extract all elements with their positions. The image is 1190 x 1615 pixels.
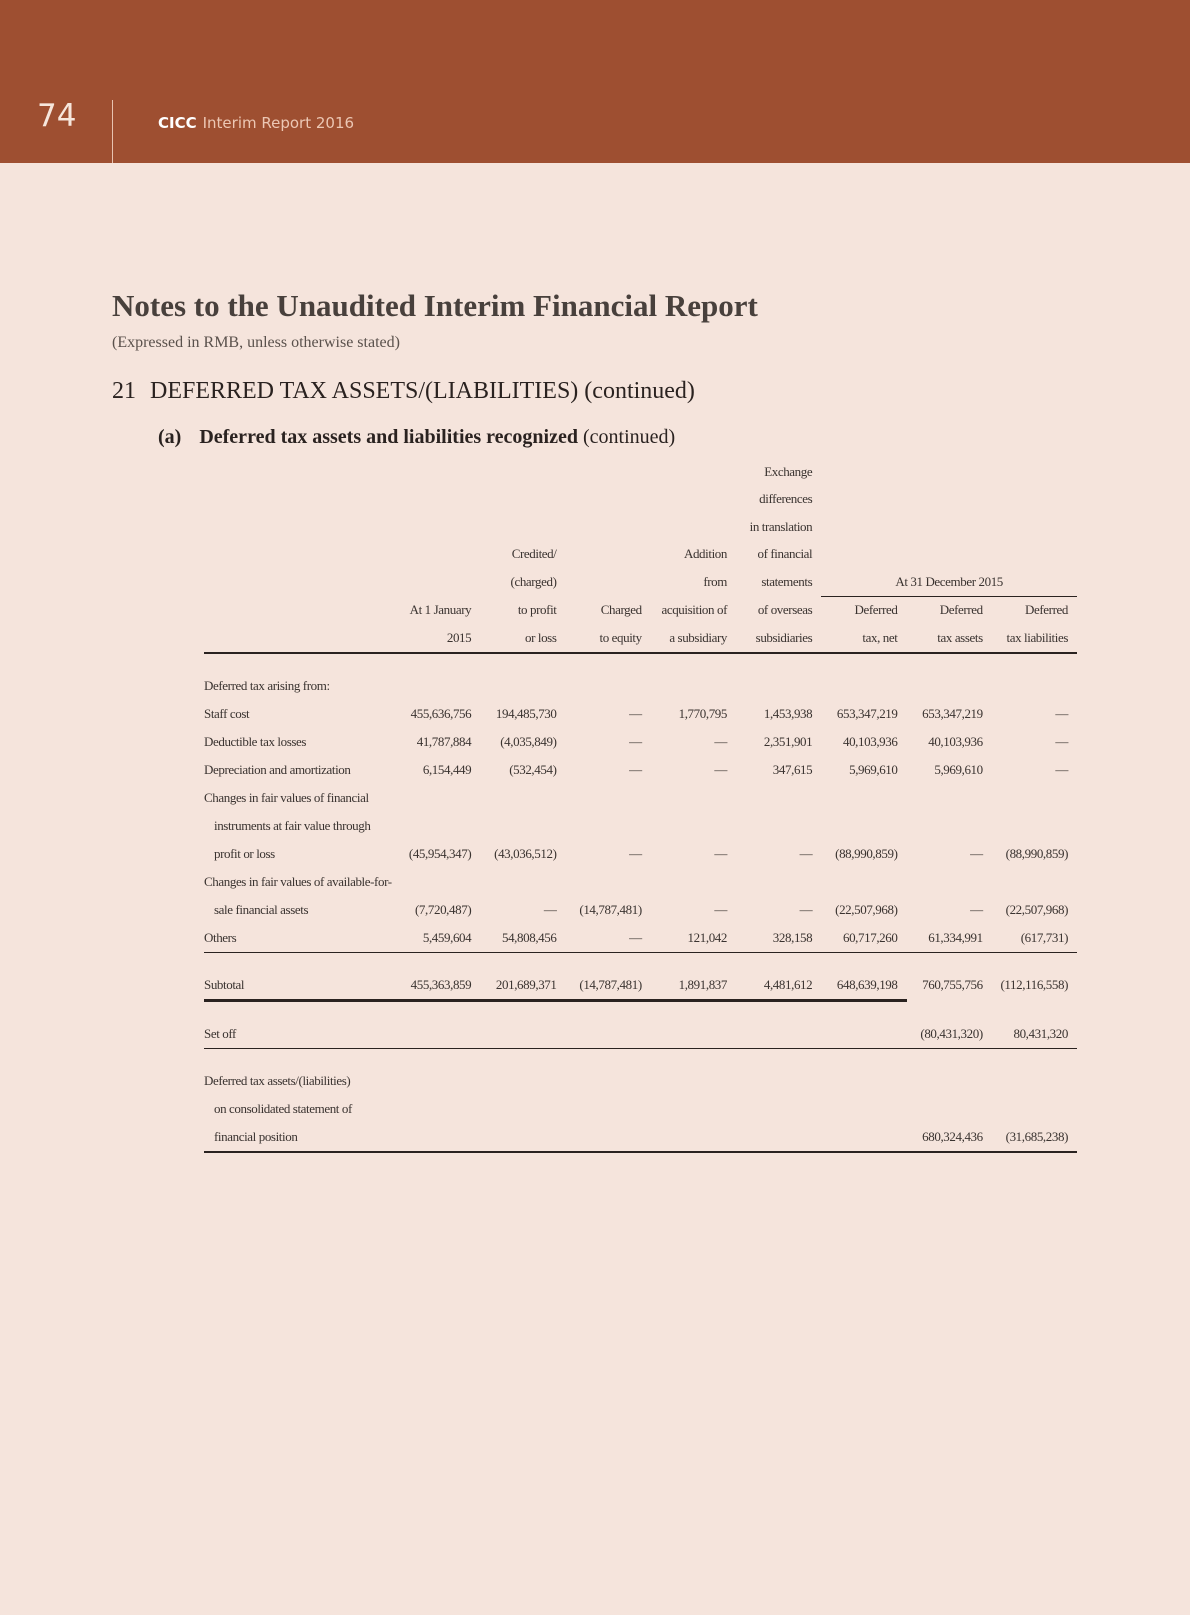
header-cell: [204, 541, 395, 569]
row-label: Changes in fair values of financial: [204, 789, 369, 805]
column-header: a subsidiary: [651, 624, 736, 653]
column-header: [821, 458, 906, 486]
table-row: [204, 896, 1077, 924]
column-header: to equity: [566, 624, 651, 653]
page-title: Notes to the Unaudited Interim Financial Report: [112, 288, 758, 323]
header-divider: [112, 100, 113, 163]
value-cell: [651, 784, 736, 812]
row-label: sale financial assets: [214, 901, 309, 917]
value-cell: [566, 1067, 651, 1095]
column-header: Charged: [600, 602, 642, 617]
column-header: subsidiaries: [736, 624, 821, 653]
value-cell: [566, 1020, 651, 1049]
row-label: Changes in fair values of available-for-: [204, 873, 392, 889]
value-cell: [395, 784, 480, 812]
column-header: [395, 513, 480, 541]
column-header: [907, 486, 992, 514]
subsection-letter: (a): [158, 426, 182, 448]
value-cell: (14,787,481): [579, 901, 642, 917]
value-cell: 5,969,610: [934, 761, 983, 777]
column-header: Deferred: [939, 602, 983, 618]
value-cell: 5,969,610: [849, 761, 898, 777]
value-cell: —: [970, 901, 983, 917]
deferred-tax-table: [204, 458, 1077, 1153]
column-header: Addition: [683, 546, 727, 562]
value-cell: 121,042: [651, 924, 736, 953]
table-row: [204, 784, 1077, 812]
value-cell: —: [1055, 705, 1068, 721]
value-cell: [821, 1095, 906, 1123]
value-cell: [480, 812, 565, 840]
value-cell: [907, 868, 992, 896]
value-cell: [992, 1067, 1077, 1095]
section-label-row: [204, 672, 1077, 700]
value-cell: [736, 784, 821, 812]
spacer: [204, 1048, 1077, 1067]
column-header: [566, 486, 651, 514]
subsection-title: Deferred tax assets and liabilities recognized: [199, 426, 578, 448]
value-cell: [651, 1095, 736, 1123]
value-cell: (88,990,859): [1005, 845, 1068, 861]
value-cell: —: [714, 733, 727, 749]
value-cell: —: [799, 845, 813, 861]
value-cell: [907, 812, 992, 840]
value-cell: [480, 1095, 565, 1123]
row-label: Deferred tax assets/(liabilities): [204, 1072, 351, 1088]
column-header: [821, 541, 906, 569]
header-cell: [204, 458, 395, 486]
column-header: of financial: [757, 546, 813, 562]
group-header: At 31 December 2015: [821, 568, 1077, 596]
value-cell: (31,685,238): [992, 1123, 1077, 1152]
table-row: [204, 728, 1077, 756]
section-number: 21: [112, 378, 136, 404]
value-cell: 4,481,612: [736, 971, 821, 1001]
value-cell: [566, 812, 651, 840]
value-cell: [907, 784, 992, 812]
row-label: on consolidated statement of: [214, 1100, 352, 1116]
report-brand: [158, 114, 354, 132]
value-cell: —: [714, 761, 727, 777]
column-header: [651, 486, 736, 514]
value-cell: [736, 1020, 821, 1049]
table-row: [204, 924, 1077, 953]
value-cell: [480, 1123, 565, 1152]
header-cell: [204, 596, 395, 624]
row-label: Deductible tax losses: [204, 733, 307, 749]
value-cell: [395, 1095, 480, 1123]
column-header: [992, 486, 1077, 514]
value-cell: —: [714, 845, 727, 861]
value-cell: 2,351,901: [763, 733, 813, 749]
value-cell: [480, 1067, 565, 1095]
row-label: profit or loss: [214, 845, 275, 861]
column-header: [907, 541, 992, 569]
value-cell: [821, 1123, 906, 1152]
column-header: [480, 486, 565, 514]
set-off-row: [204, 1020, 1077, 1049]
header-row: [204, 513, 1077, 541]
row-label: instruments at fair value through: [214, 817, 371, 833]
header-row: [204, 486, 1077, 514]
value-cell: 40,103,936: [928, 733, 983, 749]
spacer-row: [204, 952, 1077, 971]
column-header: Deferred: [854, 602, 898, 618]
column-header: [651, 458, 736, 486]
value-cell: [821, 812, 906, 840]
row-label: Subtotal: [204, 971, 395, 1001]
value-cell: [395, 1123, 480, 1152]
column-header: (charged): [510, 574, 557, 589]
value-cell: 6,154,449: [422, 761, 472, 777]
brand-name: CICC: [158, 114, 197, 132]
column-header: [566, 541, 651, 569]
value-cell: —: [799, 901, 813, 917]
column-header: [480, 458, 565, 486]
value-cell: 60,717,260: [821, 924, 906, 953]
value-cell: (617,731): [992, 924, 1077, 953]
row-label: Others: [204, 924, 395, 953]
column-header: tax liabilities: [992, 624, 1077, 653]
column-header: differences: [759, 491, 813, 507]
row-label: Set off: [204, 1020, 395, 1049]
value-cell: [480, 1020, 565, 1049]
final-row: [204, 1123, 1077, 1152]
value-cell: [651, 812, 736, 840]
value-cell: —: [629, 733, 642, 749]
column-header: Exchange: [764, 463, 813, 479]
column-header: [821, 513, 906, 541]
value-cell: 347,615: [772, 761, 813, 777]
header-band: [0, 0, 1190, 163]
header-row: [204, 458, 1077, 486]
spacer-row: [204, 1048, 1077, 1067]
column-header: [395, 568, 480, 596]
row-label: Depreciation and amortization: [204, 761, 351, 777]
value-cell: [395, 1067, 480, 1095]
column-header: 2015: [395, 624, 480, 653]
value-cell: 194,485,730: [495, 705, 557, 721]
page-subtitle: (Expressed in RMB, unless otherwise stated): [112, 334, 400, 351]
column-header: [907, 513, 992, 541]
column-header: tax assets: [907, 624, 992, 653]
column-header: or loss: [480, 624, 565, 653]
column-header: [395, 541, 480, 569]
value-cell: 653,347,219: [922, 705, 983, 721]
column-header: in translation: [749, 518, 813, 534]
value-cell: (88,990,859): [835, 845, 898, 861]
column-header: [992, 458, 1077, 486]
row-label: financial position: [204, 1123, 395, 1152]
value-cell: 201,689,371: [480, 971, 565, 1001]
value-cell: (22,507,968): [835, 901, 898, 917]
column-header: Deferred: [1025, 602, 1068, 618]
spacer-row: [204, 653, 1077, 672]
header-cell: [204, 513, 395, 541]
value-cell: [821, 784, 906, 812]
column-header: acquisition of: [661, 602, 727, 617]
value-cell: [395, 812, 480, 840]
value-cell: [821, 1020, 906, 1049]
value-cell: [992, 812, 1077, 840]
column-header: [480, 513, 565, 541]
value-cell: [651, 868, 736, 896]
value-cell: 1,453,938: [763, 705, 813, 721]
column-header: tax, net: [821, 624, 906, 653]
value-cell: [907, 1067, 992, 1095]
column-header: to profit: [517, 602, 557, 617]
value-cell: [566, 1123, 651, 1152]
final-row: [204, 1095, 1077, 1123]
value-cell: [480, 868, 565, 896]
header-row: [204, 541, 1077, 569]
header-row: [204, 568, 1077, 596]
column-header: [395, 458, 480, 486]
spacer-row: [204, 1000, 1077, 1020]
column-header: [566, 458, 651, 486]
value-cell: 40,103,936: [842, 733, 898, 749]
value-cell: [736, 1123, 821, 1152]
value-cell: 653,347,219: [836, 705, 898, 721]
column-header: of overseas: [757, 602, 813, 617]
column-header: [395, 486, 480, 514]
value-cell: [992, 1095, 1077, 1123]
value-cell: (14,787,481): [566, 971, 651, 1001]
header-row: [204, 596, 1077, 624]
spacer: [204, 653, 1077, 672]
value-cell: 680,324,436: [907, 1123, 992, 1152]
table-row: [204, 700, 1077, 728]
header-cell: [204, 568, 395, 596]
table-row: [204, 756, 1077, 784]
column-header: [651, 513, 736, 541]
value-cell: (22,507,968): [1005, 901, 1068, 917]
value-cell: [566, 784, 651, 812]
value-cell: 648,639,198: [821, 971, 906, 1001]
value-cell: [736, 868, 821, 896]
value-cell: [907, 1095, 992, 1123]
value-cell: 455,363,859: [395, 971, 480, 1001]
column-header: [821, 486, 906, 514]
value-cell: [651, 1123, 736, 1152]
value-cell: 5,459,604: [395, 924, 480, 953]
value-cell: —: [629, 761, 642, 777]
value-cell: (43,036,512): [494, 845, 557, 861]
subtotal-row: [204, 971, 1077, 1001]
value-cell: (532,454): [509, 761, 557, 777]
value-cell: 54,808,456: [480, 924, 565, 953]
value-cell: [566, 868, 651, 896]
report-name: Interim Report 2016: [202, 114, 355, 132]
column-header: [566, 513, 651, 541]
value-cell: [992, 784, 1077, 812]
value-cell: 61,334,991: [907, 924, 992, 953]
section-title: DEFERRED TAX ASSETS/(LIABILITIES) (continued): [150, 378, 695, 404]
value-cell: —: [714, 901, 727, 917]
value-cell: —: [629, 705, 642, 721]
table-row: [204, 840, 1077, 868]
value-cell: [992, 868, 1077, 896]
value-cell: [736, 1095, 821, 1123]
value-cell: —: [1055, 733, 1068, 749]
section-heading: [112, 378, 695, 405]
value-cell: 1,891,837: [651, 971, 736, 1001]
column-header: [992, 513, 1077, 541]
value-cell: (7,720,487): [414, 901, 472, 917]
value-cell: 760,755,756: [922, 977, 983, 993]
value-cell: 1,770,795: [678, 705, 727, 721]
value-cell: 328,158: [736, 924, 821, 953]
value-cell: [736, 1067, 821, 1095]
column-header: [907, 458, 992, 486]
spacer: [204, 1000, 1077, 1020]
column-header: [566, 568, 651, 596]
spacer: [204, 952, 1077, 971]
value-cell: [395, 868, 480, 896]
value-cell: [395, 1020, 480, 1049]
value-cell: —: [970, 845, 983, 861]
value-cell: [651, 1020, 736, 1049]
header-cell: [204, 486, 395, 514]
value-cell: 455,636,756: [410, 705, 472, 721]
header-cell: [204, 624, 395, 653]
column-header: [992, 541, 1077, 569]
table-row: [204, 868, 1077, 896]
table-row: [204, 812, 1077, 840]
value-cell: (4,035,849): [500, 733, 557, 749]
column-header: statements: [761, 574, 813, 589]
value-cell: [821, 1067, 906, 1095]
value-cell: 80,431,320: [992, 1020, 1077, 1049]
value-cell: [821, 868, 906, 896]
page-number: 74: [37, 98, 77, 134]
row-label: Staff cost: [204, 705, 250, 721]
value-cell: —: [1055, 761, 1068, 777]
column-header: from: [703, 574, 727, 589]
value-cell: [651, 1067, 736, 1095]
subsection-heading: [158, 426, 675, 449]
value-cell: —: [629, 845, 642, 861]
value-cell: [736, 812, 821, 840]
value-cell: 41,787,884: [416, 733, 472, 749]
value-cell: [480, 784, 565, 812]
value-cell: —: [543, 901, 557, 917]
column-header: Credited/: [511, 546, 557, 562]
value-cell: (45,954,347): [408, 845, 472, 861]
final-row: [204, 1067, 1077, 1095]
column-header: At 1 January: [409, 602, 472, 617]
value-cell: (112,116,558): [1000, 977, 1068, 993]
header-row: [204, 624, 1077, 653]
value-cell: —: [566, 924, 651, 953]
value-cell: (80,431,320): [907, 1020, 992, 1049]
value-cell: [566, 1095, 651, 1123]
row-label: Deferred tax arising from:: [204, 677, 330, 693]
subsection-suffix: (continued): [582, 426, 676, 448]
